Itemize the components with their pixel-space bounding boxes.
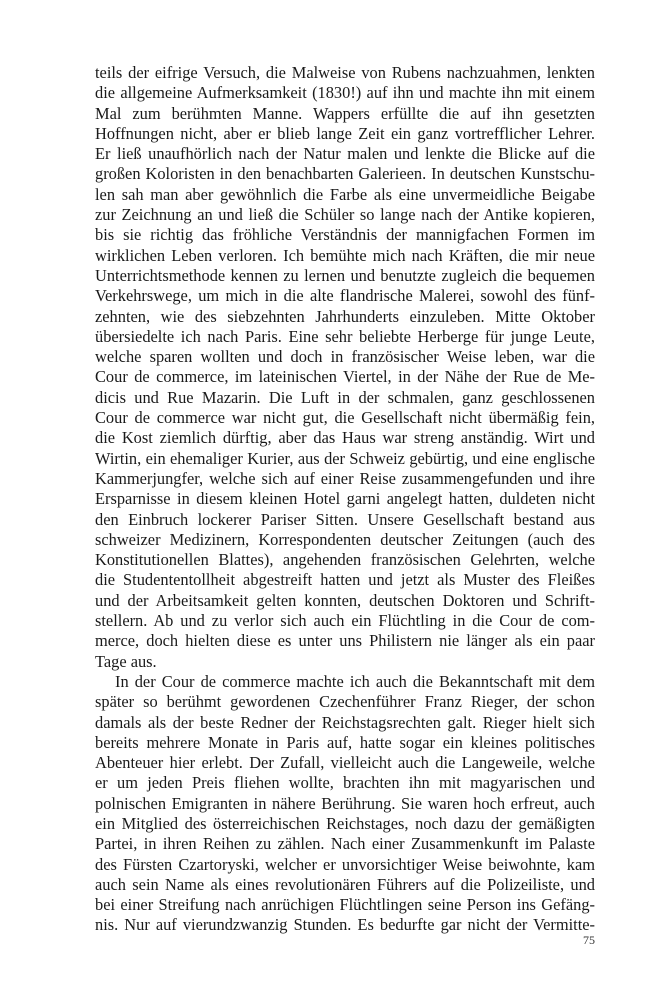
text-line: nis. Nur auf vierundzwanzig Stunden. Es bedurfte gar nicht der Vermitte- [95, 915, 595, 935]
text-line: übersiedelte ich nach Paris. Eine sehr beliebte Herberge für junge Leute, [95, 326, 595, 346]
text-line: Konstitutionellen Blattes), angehenden französischen Gelehrten, welche [95, 550, 595, 570]
text-line: auch sein Name als eines revolutionären Führers auf die Polizeiliste, und [95, 874, 595, 894]
text-line: Ersparnisse in diesem kleinen Hotel garni angelegt hatten, duldeten nicht [95, 489, 595, 509]
text-line: er um jeden Preis fliehen wollte, brachten ihn mit magyarischen und [95, 773, 595, 793]
text-line: Cour de commerce, im lateinischen Viertel, in der Nähe der Rue de Me- [95, 367, 595, 387]
text-line: zur Zeichnung an und ließ die Schüler so lange nach der Antike kopieren, [95, 205, 595, 225]
paragraph-1 [95, 63, 595, 672]
body-text [95, 63, 595, 936]
text-line: Kammerjungfer, welche sich auf einer Reise zusammengefunden und ihre [95, 468, 595, 488]
text-line: schweizer Medizinern, Korrespondenten deutscher Zeitungen (auch des [95, 529, 595, 549]
text-line: die Studententollheit abgestreift hatten und jetzt als Muster des Fleißes [95, 570, 595, 590]
text-line: merce, doch hielten diese es unter uns Philistern nie länger als ein paar [95, 631, 595, 651]
text-line: polnischen Emigranten in nähere Berührung. Sie waren hoch erfreut, auch [95, 793, 595, 813]
text-line: bereits mehrere Monate in Paris auf, hatte sogar ein kleines politisches [95, 732, 595, 752]
text-line: bei einer Streifung nach anrüchigen Flüchtlingen seine Person ins Gefäng- [95, 895, 595, 915]
text-line: ein Mitglied des österreichischen Reichstages, noch dazu der gemäßigten [95, 813, 595, 833]
paragraph-2 [95, 672, 595, 936]
text-line: Hoffnungen nicht, aber er blieb lange Zeit ein ganz vortrefflicher Lehrer. [95, 123, 595, 143]
text-line: Tage aus. [95, 651, 157, 671]
text-line: Mal zum berühmten Manne. Wappers erfüllte die auf ihn gesetzten [95, 103, 595, 123]
text-line: großen Koloristen in den benachbarten Galerieen. In deutschen Kunstschu- [95, 164, 595, 184]
text-line: Partei, in ihren Reihen zu zählen. Nach einer Zusammenkunft im Palaste [95, 834, 595, 854]
page-number: 75 [583, 933, 595, 947]
text-line: Cour de commerce war nicht gut, die Gesellschaft nicht übermäßig fein, [95, 408, 595, 428]
text-line: dicis und Rue Mazarin. Die Luft in der schmalen, ganz geschlossenen [95, 387, 595, 407]
text-line: die allgemeine Aufmerksamkeit (1830!) auf ihn und machte ihn mit einem [95, 83, 595, 103]
text-line: wirklichen Leben verloren. Ich bemühte mich nach Kräften, die mir neue [95, 245, 595, 265]
text-line: und der Arbeitsamkeit gelten konnten, deutschen Doktoren und Schrift- [95, 590, 595, 610]
text-line: teils der eifrige Versuch, die Malweise von Rubens nachzuahmen, lenkten [95, 63, 595, 82]
text-line: Abenteuer hier erlebt. Der Zufall, vielleicht auch die Langeweile, welche [95, 753, 595, 773]
text-line: bis sie richtig das fröhliche Verständnis der mannigfachen Formen im [95, 225, 595, 245]
text-line: len sah man aber gewöhnlich die Farbe als eine unvermeidliche Beigabe [95, 184, 595, 204]
text-line: den Einbruch lockerer Pariser Sitten. Unsere Gesellschaft bestand aus [95, 509, 595, 529]
text-line: Verkehrswege, um mich in die alte flandrische Malerei, sowohl des fünf- [95, 286, 595, 306]
text-line: Unterrichtsmethode kennen zu lernen und benutzte zugleich die bequemen [95, 265, 595, 285]
text-line: des Fürsten Czartoryski, welcher er unvorsichtiger Weise beiwohnte, kam [95, 854, 595, 874]
text-line: welche sparen wollten und doch in französischer Weise leben, war die [95, 347, 595, 367]
text-line: In der Cour de commerce machte ich auch die Bekanntschaft mit dem [115, 671, 595, 691]
text-line: damals als der beste Redner der Reichstagsrechten galt. Rieger hielt sich [95, 712, 595, 732]
text-line: zehnten, wie des siebzehnten Jahrhunderts einzuleben. Mitte Oktober [95, 306, 595, 326]
text-line: später so berühmt gewordenen Czechenführer Franz Rieger, der schon [95, 692, 595, 712]
text-line: Wirtin, ein ehemaliger Kurier, aus der Schweiz gebürtig, und eine englische [95, 448, 595, 468]
text-line: Er ließ unaufhörlich nach der Natur malen und lenkte die Blicke auf die [95, 144, 595, 164]
text-line: stellern. Ab und zu verlor sich auch ein Flüchtling in die Cour de com- [95, 611, 595, 631]
text-line: die Kost ziemlich dürftig, aber das Haus war streng anständig. Wirt und [95, 428, 595, 448]
